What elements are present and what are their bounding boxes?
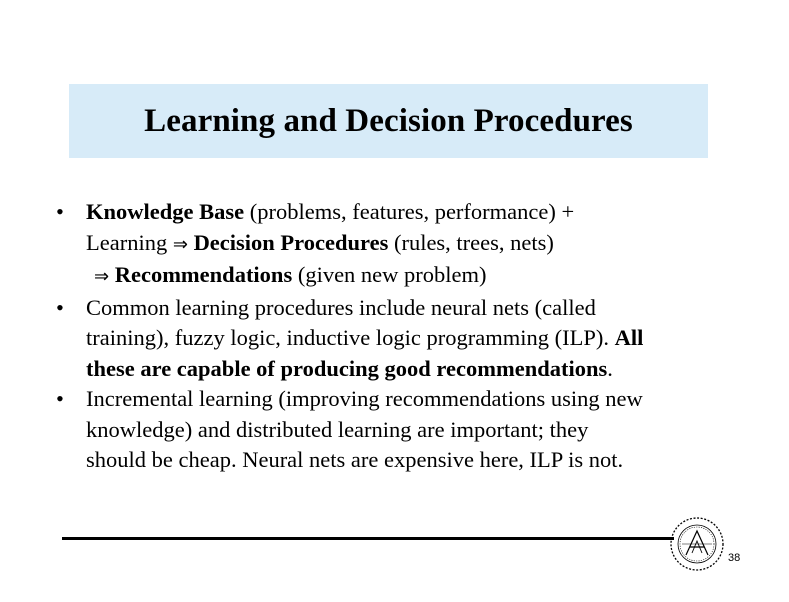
bold-text: Decision Procedures <box>193 229 389 255</box>
title-banner <box>69 84 708 158</box>
bullet-marker: • <box>56 386 64 411</box>
text-run: knowledge) and distributed learning are important; they <box>86 416 589 442</box>
bullet-line <box>86 197 756 228</box>
bold-text: Knowledge Base <box>86 199 245 224</box>
bullet-learning-procedures <box>56 293 756 385</box>
bullet-marker: • <box>56 294 64 320</box>
implies-arrow-icon: ⇒ <box>172 233 188 255</box>
bullet-line <box>86 228 756 261</box>
text-run: Learning <box>86 229 173 255</box>
bullet-knowledge-base <box>56 197 756 293</box>
text-run: should be cheap. Neural nets are expensive here, ILP is not. <box>86 447 624 472</box>
university-seal-icon <box>668 515 726 573</box>
text-run: training), fuzzy logic, inductive logic programming (ILP). <box>86 325 615 350</box>
bold-text: these are capable of producing good recommendations <box>86 355 608 381</box>
bold-text: All <box>614 325 644 350</box>
bullet-incremental-learning <box>56 384 756 476</box>
text-run: Common learning procedures include neural nets (called <box>86 294 596 320</box>
text-run: Incremental learning (improving recommendations using new <box>86 386 643 411</box>
bullet-line <box>86 415 756 446</box>
slide-content <box>56 197 756 476</box>
slide-title: Learning and Decision Procedures <box>144 102 633 139</box>
text-run: (problems, features, performance) + <box>244 199 575 224</box>
text-run: . <box>607 355 613 381</box>
bullet-line <box>86 445 756 476</box>
bullet-marker: • <box>56 199 64 224</box>
bullet-line <box>86 260 756 293</box>
bullet-line <box>86 354 756 385</box>
bold-text: Recommendations <box>114 262 293 287</box>
bullet-line <box>86 293 756 324</box>
implies-arrow-icon: ⇒ <box>94 266 110 287</box>
page-number: 38 <box>728 552 741 564</box>
text-run: (rules, trees, nets) <box>388 229 554 255</box>
bullet-line <box>86 384 756 415</box>
text-run: (given new problem) <box>292 262 487 287</box>
footer-rule <box>62 537 674 540</box>
bullet-line <box>86 323 756 354</box>
